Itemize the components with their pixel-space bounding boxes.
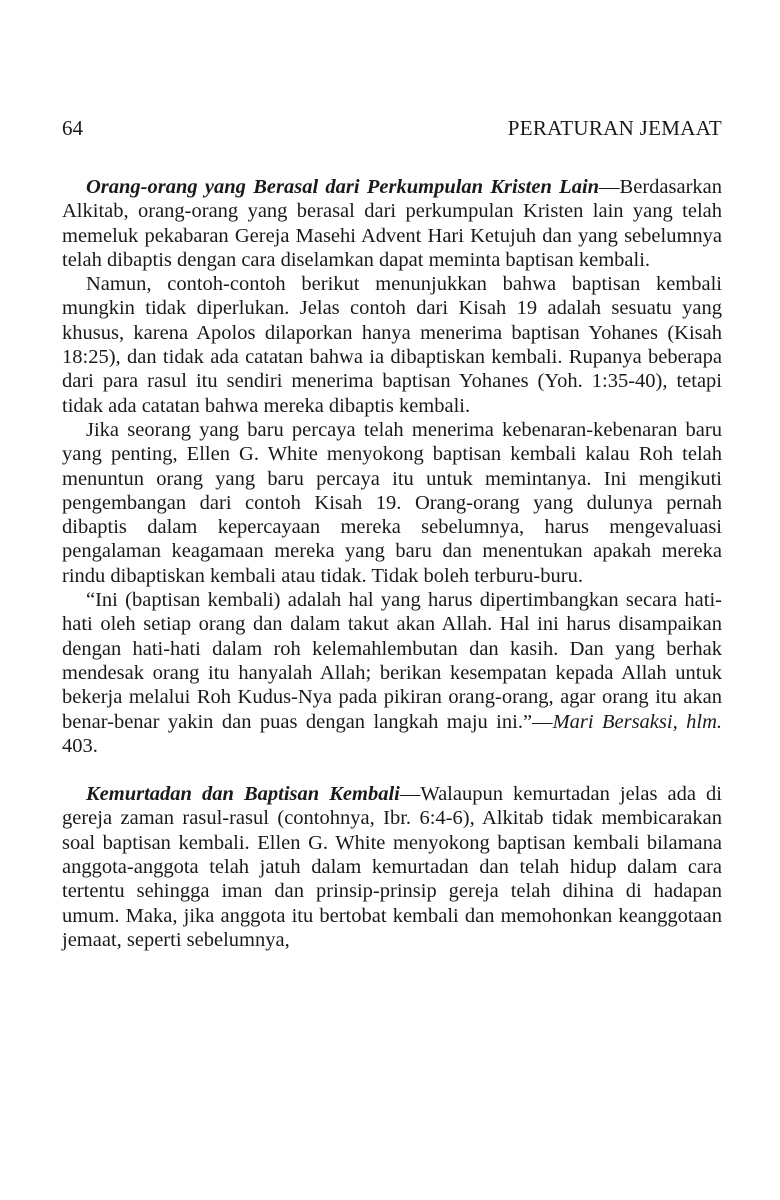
paragraph-new-believer [62, 418, 722, 588]
section-heading-other-denominations: Orang-orang yang Berasal dari Perkumpulan Kristen Lain [86, 176, 600, 198]
quotation-text: “Ini (baptisan kembali) adalah hal yang harus dipertimbangkan secara hati-hati oleh setiap orang dan dalam takut akan Allah. Hal ini harus disampaikan dengan hati-hati dalam roh kelemahlembutan dan kasih. Dan yang berhak mendesak orang itu hanyalah Allah; berikan kesempatan kepada Allah untuk bekerja melalui Roh Kudus-Nya pada pikiran orang-orang, agar orang itu akan benar-benar yakin dan puas dengan langkah maju ini.”— [62, 589, 722, 733]
paragraph-text: —Walaupun kemurtadan jelas ada di gereja zaman rasul-rasul (contohnya, Ibr. 6:4-6), Alkitab tidak membicarakan soal baptisan kembali. Ellen G. White menyokong baptisan kembali bilamana anggota-anggota telah jatuh dalam kemurtadan dan telah hidup dalam cara tertentu sehingga iman dan prinsip-prinsip gereja telah dihina di hadapan umum. Maka, jika anggota itu bertobat kembali dan memohonkan keanggotaan jemaat, seperti sebelumnya, [62, 783, 722, 951]
paragraph-text: Jika seorang yang baru percaya telah menerima kebenaran-kebenaran baru yang penting, Ellen G. White menyokong baptisan kembali kalau Roh telah menuntun orang yang baru percaya itu untuk memintanya. Ini mengikuti pengembangan dari contoh Kisah 19. Orang-orang yang dulunya pernah dibaptis dalam kepercayaan mereka sebelumnya, harus mengevaluasi pengalaman keagamaan mereka yang baru dan menentukan apakah mereka rindu dibaptiskan kembali atau tidak. Tidak boleh terburu-buru. [62, 418, 722, 587]
citation-page: 403. [62, 734, 98, 757]
section-heading-apostasy: Kemurtadan dan Baptisan Kembali [86, 783, 400, 806]
paragraph-apostasy [62, 782, 722, 952]
citation-source: Mari Bersaksi, hlm. [552, 710, 722, 733]
page-number: 64 [62, 116, 83, 140]
page-header [62, 116, 722, 146]
paragraph-examples [62, 272, 722, 418]
running-title: PERATURAN JEMAAT [507, 116, 722, 140]
paragraph-other-denominations [62, 175, 722, 272]
paragraph-text: —Berdasarkan Alkitab, orang-orang yang berasal dari perkumpulan Kristen lain yang telah memeluk pekabaran Gereja Masehi Advent Hari Ketujuh dan yang sebelumnya telah dibaptis dengan cara diselamkan dapat meminta baptisan kembali. [62, 176, 722, 271]
body-text [62, 175, 722, 952]
paragraph-quotation [62, 588, 722, 758]
paragraph-text: Namun, contoh-contoh berikut menunjukkan bahwa baptisan kembali mungkin tidak diperlukan. Jelas contoh dari Kisah 19 adalah sesuatu yang khusus, karena Apolos dilaporkan hanya menerima baptisan Yohanes (Kisah 18:25), dan tidak ada catatan bahwa ia dibaptiskan kembali. Rupanya beberapa dari para rasul itu sendiri menerima baptisan Yohanes (Yoh. 1:35-40), tetapi tidak ada catatan bahwa mereka dibaptis kembali. [62, 273, 722, 417]
